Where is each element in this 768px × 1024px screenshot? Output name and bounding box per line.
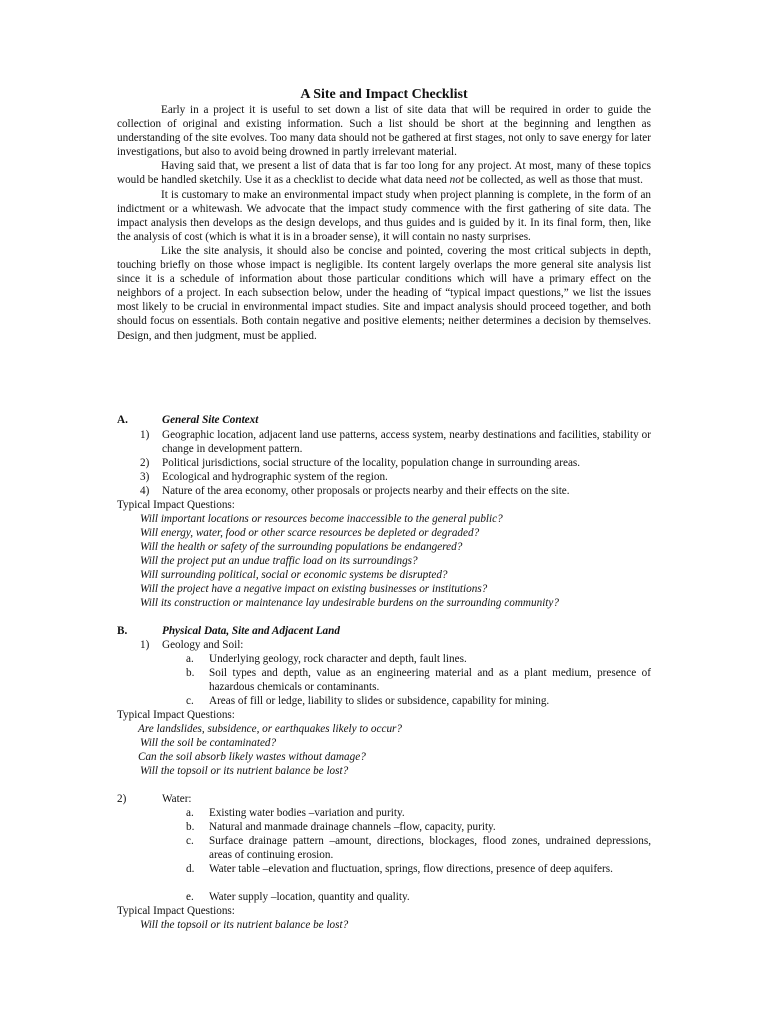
intro-paragraph-2	[117, 159, 651, 187]
section-b-item-2: Water:	[162, 793, 192, 805]
sub-item-text: Natural and manmade drainage channels –flow, capacity, purity.	[209, 821, 496, 833]
section-a-question: Will the project put an undue traffic load on its surroundings?	[140, 555, 418, 567]
intro-paragraph-1: Early in a project it is useful to set down a list of site data that will be required in order to guide the collection of original and existing information. Such a list should be short at the beginning and lengthen as understanding of the site evolves. Too many data should not be gathered at first stages, not only to save energy for later investigations, but also to avoid being drowned in partly irrelevant material.	[117, 104, 651, 159]
sub-item-letter: e.	[186, 891, 194, 903]
section-a-typical-impact-heading: Typical Impact Questions:	[117, 499, 235, 511]
sub-item-letter: a.	[186, 807, 194, 819]
sub-item-letter: d.	[186, 863, 195, 875]
section-a-question: Will the project have a negative impact on existing businesses or institutions?	[140, 583, 488, 595]
section-a-item-4-number: 4)	[140, 485, 150, 497]
section-b-1-question: Can the soil absorb likely wastes without damage?	[138, 751, 366, 763]
section-b-item-2-number: 2)	[117, 793, 127, 805]
intro-paragraph-4: Like the site analysis, it should also be concise and pointed, covering the most critical subjects in depth, touching briefly on those whose impact is negligible. Its content largely overlaps the more general site analysis list since it is a schedule of information about those particular conditions which will have a primary effect on the neighbors of a project. In each subsection below, under the heading of “typical impact questions,” we list the issues most likely to be crucial in environmental impact studies. Site and impact analysis should proceed together, and both should focus on essentials. Both contain negative and positive elements; neither determines a decision by themselves. Design, and then judgment, must be applied.	[117, 244, 651, 342]
sub-item-letter: b.	[186, 667, 195, 679]
sub-item-text: Water supply –location, quantity and quality.	[209, 891, 410, 903]
intro-text	[117, 103, 651, 343]
section-a-item-4: Nature of the area economy, other proposals or projects nearby and their effects on the site.	[162, 485, 570, 497]
intro-paragraph-3: It is customary to make an environmental impact study when project planning is complete, in the form of an indictment or a whitewash. We advocate that the impact study commence with the first gathering of site data. The impact analysis then develops as the design develops, and thus guides and is guided by it. In its final form, then, like the analysis of cost (which is what it is in a broader sense), it will contain no nasty surprises.	[117, 188, 651, 243]
section-b-1-question: Are landslides, subsidence, or earthquakes likely to occur?	[138, 723, 402, 735]
section-b-1-typical-impact-heading: Typical Impact Questions:	[117, 709, 235, 721]
section-a-question: Will surrounding political, social or economic systems be disrupted?	[140, 569, 448, 581]
sub-item-letter: c.	[186, 695, 194, 707]
intro-paragraph-2-part-b: be collected, as well as those that must.	[463, 174, 643, 187]
section-a-item-3: Ecological and hydrographic system of the region.	[162, 471, 388, 483]
section-b-1-question: Will the topsoil or its nutrient balance be lost?	[140, 765, 349, 777]
section-b-title: Physical Data, Site and Adjacent Land	[162, 625, 340, 637]
section-a-item-1: Geographic location, adjacent land use patterns, access system, nearby destinations and facilities, stability or change in development pattern.	[162, 429, 651, 456]
sub-item-text: Soil types and depth, value as an engineering material and as a plant medium, presence of hazardous chemicals or contaminants.	[209, 667, 651, 694]
section-a-question: Will its construction or maintenance lay undesirable burdens on the surrounding community?	[140, 597, 559, 609]
page-title: A Site and Impact Checklist	[300, 87, 468, 102]
section-a-item-2: Political jurisdictions, social structure of the locality, population change in surrounding areas.	[162, 457, 581, 469]
sub-item-letter: c.	[186, 835, 194, 847]
section-b-2-question: Will the topsoil or its nutrient balance be lost?	[140, 919, 349, 931]
section-a-item-1-number: 1)	[140, 429, 150, 441]
intro-paragraph-2-part-a: Having said that, we present a list of data that is far too long for any project. At most, many of these topics would be handled sketchily. Use it as a checklist to decide what data need	[117, 160, 651, 187]
section-b-2-typical-impact-heading: Typical Impact Questions:	[117, 905, 235, 917]
sub-item-text: Underlying geology, rock character and depth, fault lines.	[209, 653, 467, 665]
section-b-letter: B.	[117, 625, 128, 637]
sub-item-text: Areas of fill or ledge, liability to slides or subsidence, capability for mining.	[209, 695, 550, 707]
sub-item-text: Water table –elevation and fluctuation, springs, flow directions, presence of deep aquifers.	[209, 863, 613, 875]
section-a-title: General Site Context	[162, 414, 259, 426]
section-a-letter: A.	[117, 414, 128, 426]
sub-item-letter: b.	[186, 821, 195, 833]
intro-paragraph-2-emphasis: not	[449, 174, 464, 187]
section-a-question: Will important locations or resources become inaccessible to the general public?	[140, 513, 503, 525]
sub-item-letter: a.	[186, 653, 194, 665]
sub-item-text: Surface drainage pattern –amount, directions, blockages, flood zones, undrained depressions, areas of continuing erosion.	[209, 835, 651, 862]
section-b-item-1-number: 1)	[140, 639, 150, 651]
section-b-item-1: Geology and Soil:	[162, 639, 244, 651]
section-a-question: Will energy, water, food or other scarce resources be depleted or degraded?	[140, 527, 480, 539]
section-b-1-question: Will the soil be contaminated?	[140, 737, 277, 749]
section-a-item-3-number: 3)	[140, 471, 150, 483]
sub-item-text: Existing water bodies –variation and purity.	[209, 807, 405, 819]
section-a-question: Will the health or safety of the surrounding populations be endangered?	[140, 541, 463, 553]
section-a-item-2-number: 2)	[140, 457, 150, 469]
